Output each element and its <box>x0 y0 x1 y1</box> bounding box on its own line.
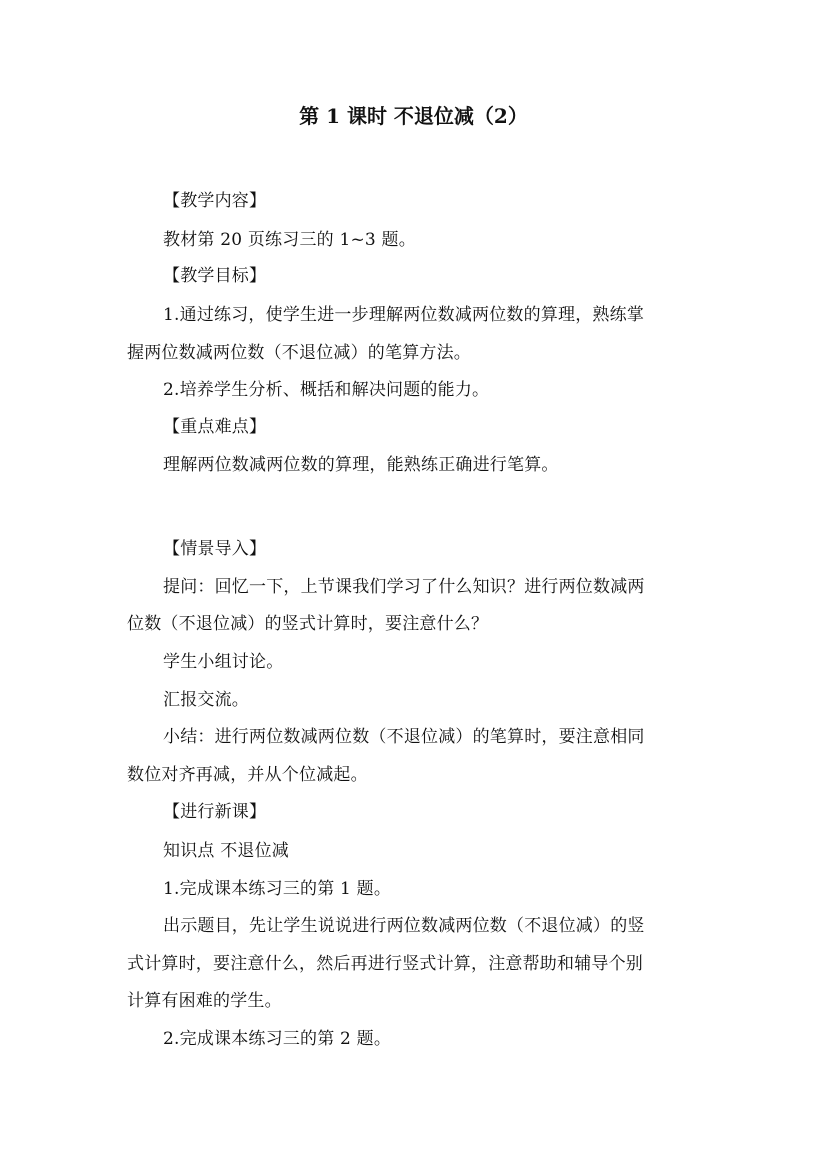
task-2: 2.完成课本练习三的第 2 题。 <box>163 1029 392 1049</box>
intro-report: 汇报交流。 <box>163 690 249 710</box>
goal-1-line-2: 握两位数减两位数（不退位减）的笔算方法。 <box>127 343 471 363</box>
task-1-description-line-1: 出示题目，先让学生说说进行两位数减两位数（不退位减）的竖 <box>163 916 645 936</box>
key-points-heading: 【重点难点】 <box>163 417 267 437</box>
intro-question-line-2: 位数（不退位减）的竖式计算时，要注意什么？ <box>127 614 489 634</box>
intro-question-line-1: 提问：回忆一下，上节课我们学习了什么知识？进行两位数减两 <box>163 577 645 597</box>
scenario-intro-heading: 【情景导入】 <box>163 539 267 559</box>
intro-discussion: 学生小组讨论。 <box>163 652 284 672</box>
task-1: 1.完成课本练习三的第 1 题。 <box>163 879 392 899</box>
new-lesson-heading: 【进行新课】 <box>163 802 267 822</box>
key-points-text: 理解两位数减两位数的算理，能熟练正确进行笔算。 <box>163 455 559 475</box>
goal-1-line-1: 1.通过练习，使学生进一步理解两位数减两位数的算理，熟练掌 <box>163 305 645 325</box>
teaching-content-text: 教材第 20 页练习三的 1~3 题。 <box>163 230 416 250</box>
knowledge-point: 知识点 不退位减 <box>163 841 290 861</box>
goal-2: 2.培养学生分析、概括和解决问题的能力。 <box>163 380 490 400</box>
summary-line-1: 小结：进行两位数减两位数（不退位减）的笔算时，要注意相同 <box>163 727 645 747</box>
teaching-content-heading: 【教学内容】 <box>163 191 267 211</box>
task-1-description-line-3: 计算有困难的学生。 <box>127 991 282 1011</box>
document-title: 第 1 课时 不退位减（2） <box>299 104 528 128</box>
teaching-goals-heading: 【教学目标】 <box>163 266 267 286</box>
task-1-description-line-2: 式计算时，要注意什么，然后再进行竖式计算，注意帮助和辅导个别 <box>127 954 643 974</box>
summary-line-2: 数位对齐再减，并从个位减起。 <box>127 765 368 785</box>
